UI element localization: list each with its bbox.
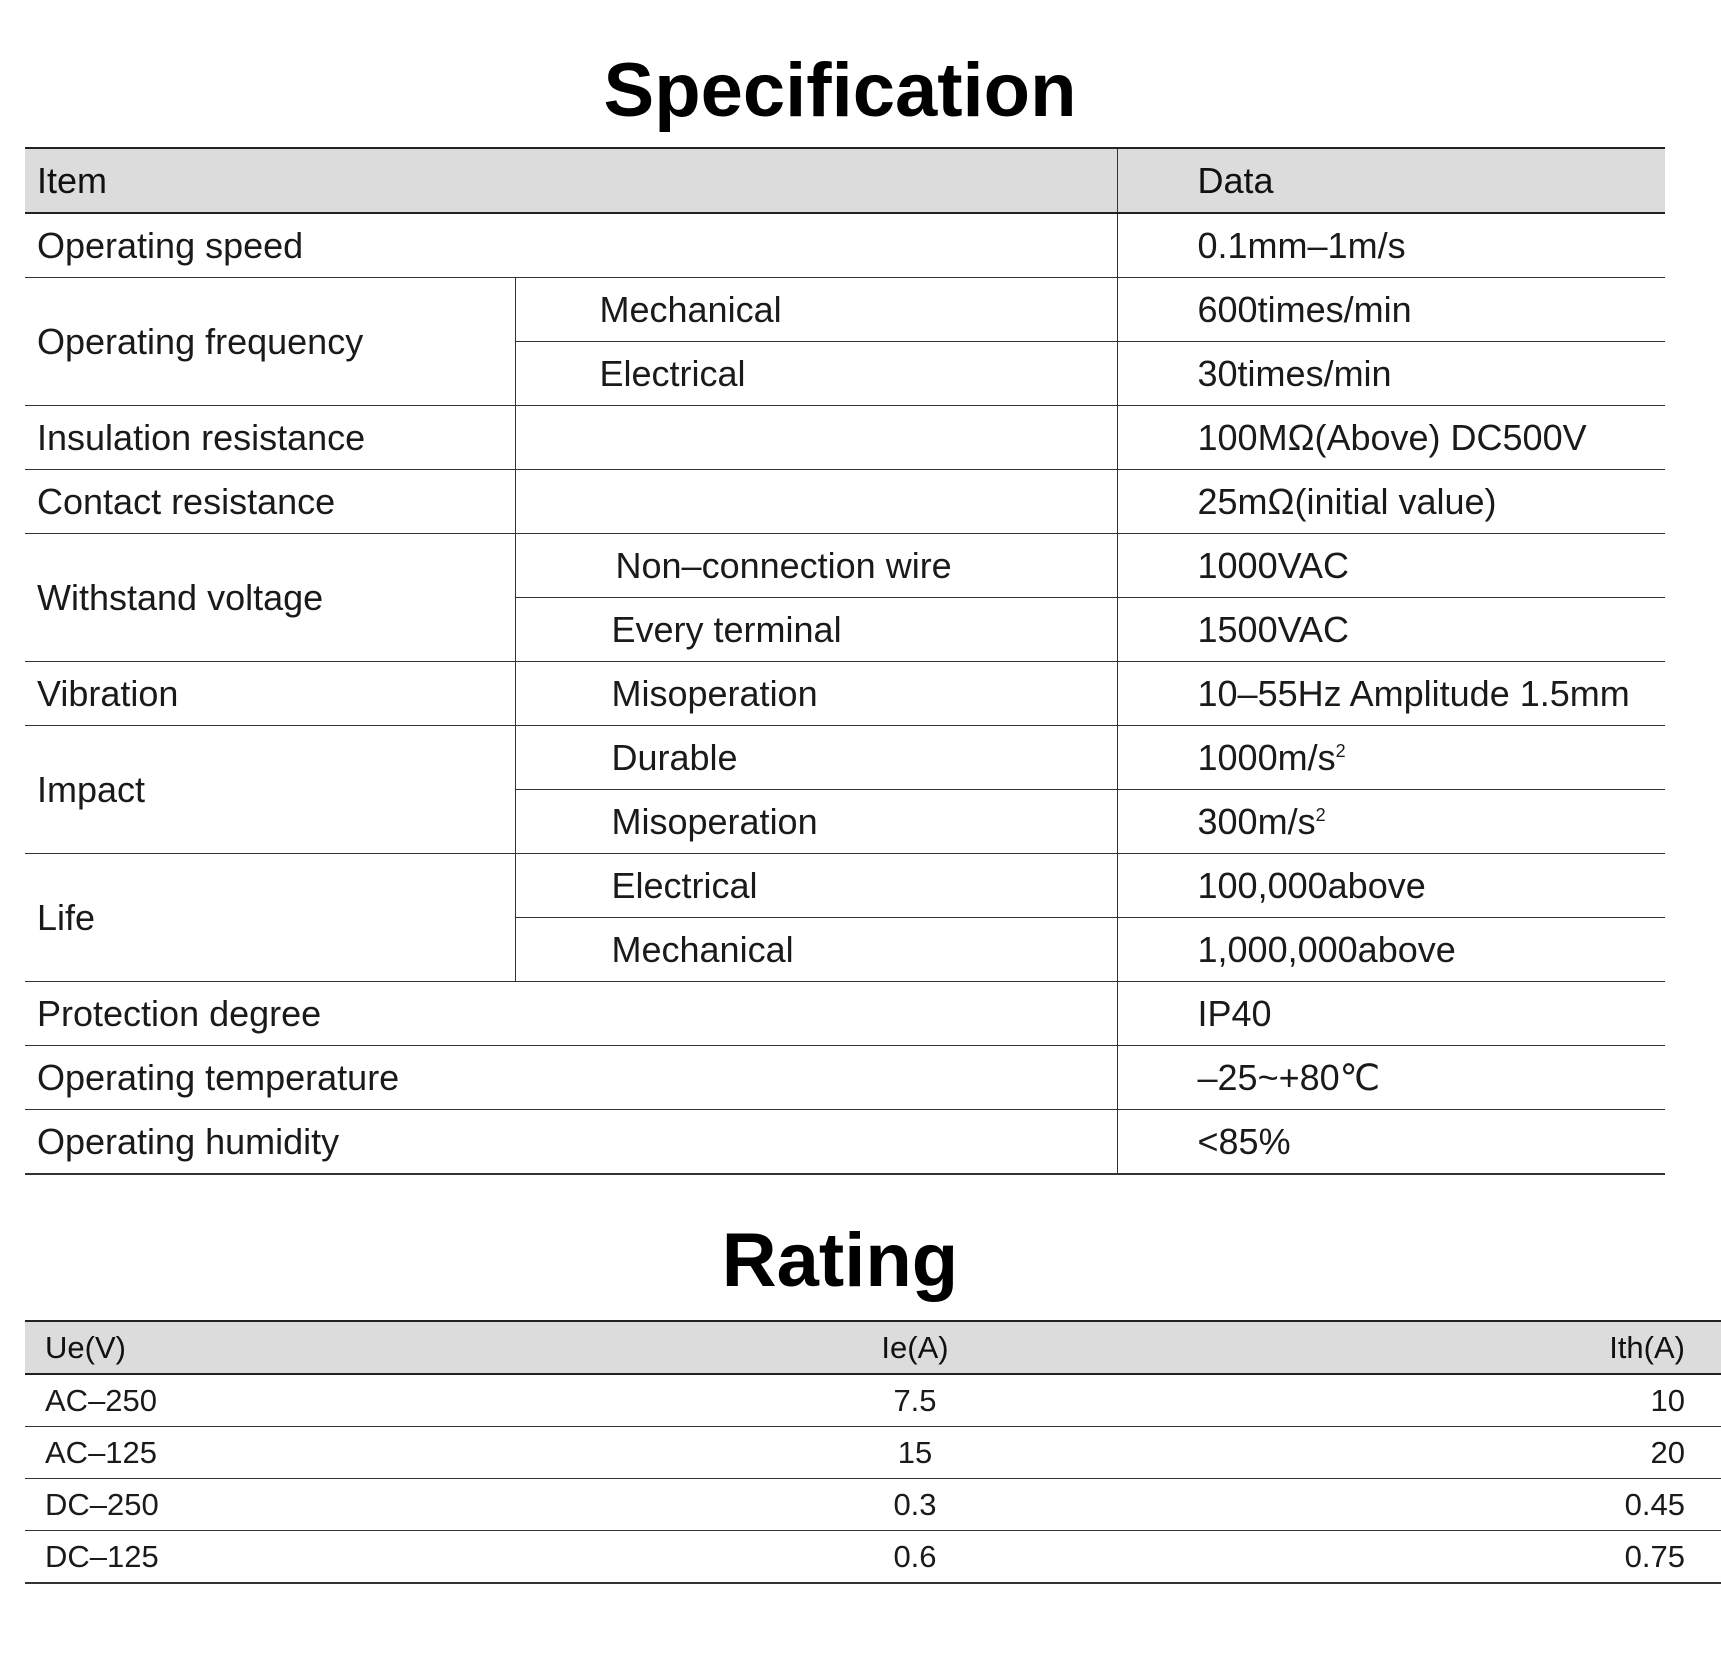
table-row	[25, 278, 1665, 342]
rating-ie: 7.5	[565, 1374, 1265, 1427]
rating-ie: 0.3	[565, 1479, 1265, 1531]
item-contact-resistance: Contact resistance	[25, 470, 515, 534]
item-vibration: Vibration	[25, 662, 515, 726]
data-value: $300m/s^2$	[1117, 790, 1665, 854]
table-row	[25, 1110, 1665, 1175]
sub-item: Misoperation	[515, 790, 1117, 854]
rating-ie: 15	[565, 1427, 1265, 1479]
table-row	[25, 1374, 1721, 1427]
sub-item: Durable	[515, 726, 1117, 790]
item-life: Life	[25, 854, 515, 982]
item-protection-degree: Protection degree	[25, 982, 1117, 1046]
table-row	[25, 213, 1665, 278]
specification-title: Specification	[603, 48, 1077, 133]
sub-item: Every terminal	[515, 598, 1117, 662]
rating-ue: AC–125	[25, 1427, 565, 1479]
rating-title: Rating	[721, 1218, 959, 1303]
data-value: 10–55Hz Amplitude 1.5mm	[1117, 662, 1665, 726]
table-row	[25, 1427, 1721, 1479]
table-row	[25, 662, 1665, 726]
item-impact: Impact	[25, 726, 515, 854]
sub-item: Mechanical	[515, 918, 1117, 982]
data-value: IP40	[1117, 982, 1665, 1046]
header-ith: Ith(A)	[1265, 1321, 1721, 1374]
rating-ith: 0.75	[1265, 1531, 1721, 1584]
table-row	[25, 534, 1665, 598]
header-item: Item	[25, 148, 1117, 213]
item-operating-frequency: Operating frequency	[25, 278, 515, 406]
table-row	[25, 470, 1665, 534]
data-value: –25~+80℃	[1117, 1046, 1665, 1110]
spec-header-row	[25, 148, 1665, 213]
rating-ith: 20	[1265, 1427, 1721, 1479]
data-value: 600times/min	[1117, 278, 1665, 342]
data-value: 30times/min	[1117, 342, 1665, 406]
rating-ith: 10	[1265, 1374, 1721, 1427]
sub-item: Electrical	[515, 342, 1117, 406]
item-withstand-voltage: Withstand voltage	[25, 534, 515, 662]
table-row	[25, 406, 1665, 470]
rating-table	[25, 1320, 1721, 1584]
data-value: 100MΩ(Above) DC500V	[1117, 406, 1665, 470]
data-value: 1000VAC	[1117, 534, 1665, 598]
table-row	[25, 982, 1665, 1046]
rating-ue: DC–250	[25, 1479, 565, 1531]
data-value: 25mΩ(initial value)	[1117, 470, 1665, 534]
sub-item: Mechanical	[515, 278, 1117, 342]
table-row	[25, 1479, 1721, 1531]
data-value: 100,000above	[1117, 854, 1665, 918]
item-insulation-resistance: Insulation resistance	[25, 406, 515, 470]
data-value: <85%	[1117, 1110, 1665, 1175]
data-value: $1000m/s^2$	[1117, 726, 1665, 790]
sub-item: Misoperation	[515, 662, 1117, 726]
sub-item	[515, 406, 1117, 470]
data-value: 1500VAC	[1117, 598, 1665, 662]
data-value: 1,000,000above	[1117, 918, 1665, 982]
table-row	[25, 854, 1665, 918]
table-row	[25, 1531, 1721, 1584]
rating-ue: DC–125	[25, 1531, 565, 1584]
sub-item	[515, 470, 1117, 534]
sub-item: Electrical	[515, 854, 1117, 918]
item-operating-humidity: Operating humidity	[25, 1110, 1117, 1175]
rating-ie: 0.6	[565, 1531, 1265, 1584]
header-ue: Ue(V)	[25, 1321, 565, 1374]
header-data: Data	[1117, 148, 1665, 213]
rating-header-row	[25, 1321, 1721, 1374]
specification-table	[25, 147, 1665, 1175]
table-row	[25, 1046, 1665, 1110]
sub-item: Non–connection wire	[515, 534, 1117, 598]
rating-ue: AC–250	[25, 1374, 565, 1427]
data-operating-speed: 0.1mm–1m/s	[1117, 213, 1665, 278]
header-ie: Ie(A)	[565, 1321, 1265, 1374]
item-operating-temperature: Operating temperature	[25, 1046, 1117, 1110]
table-row	[25, 726, 1665, 790]
rating-ith: 0.45	[1265, 1479, 1721, 1531]
item-operating-speed: Operating speed	[25, 213, 1117, 278]
